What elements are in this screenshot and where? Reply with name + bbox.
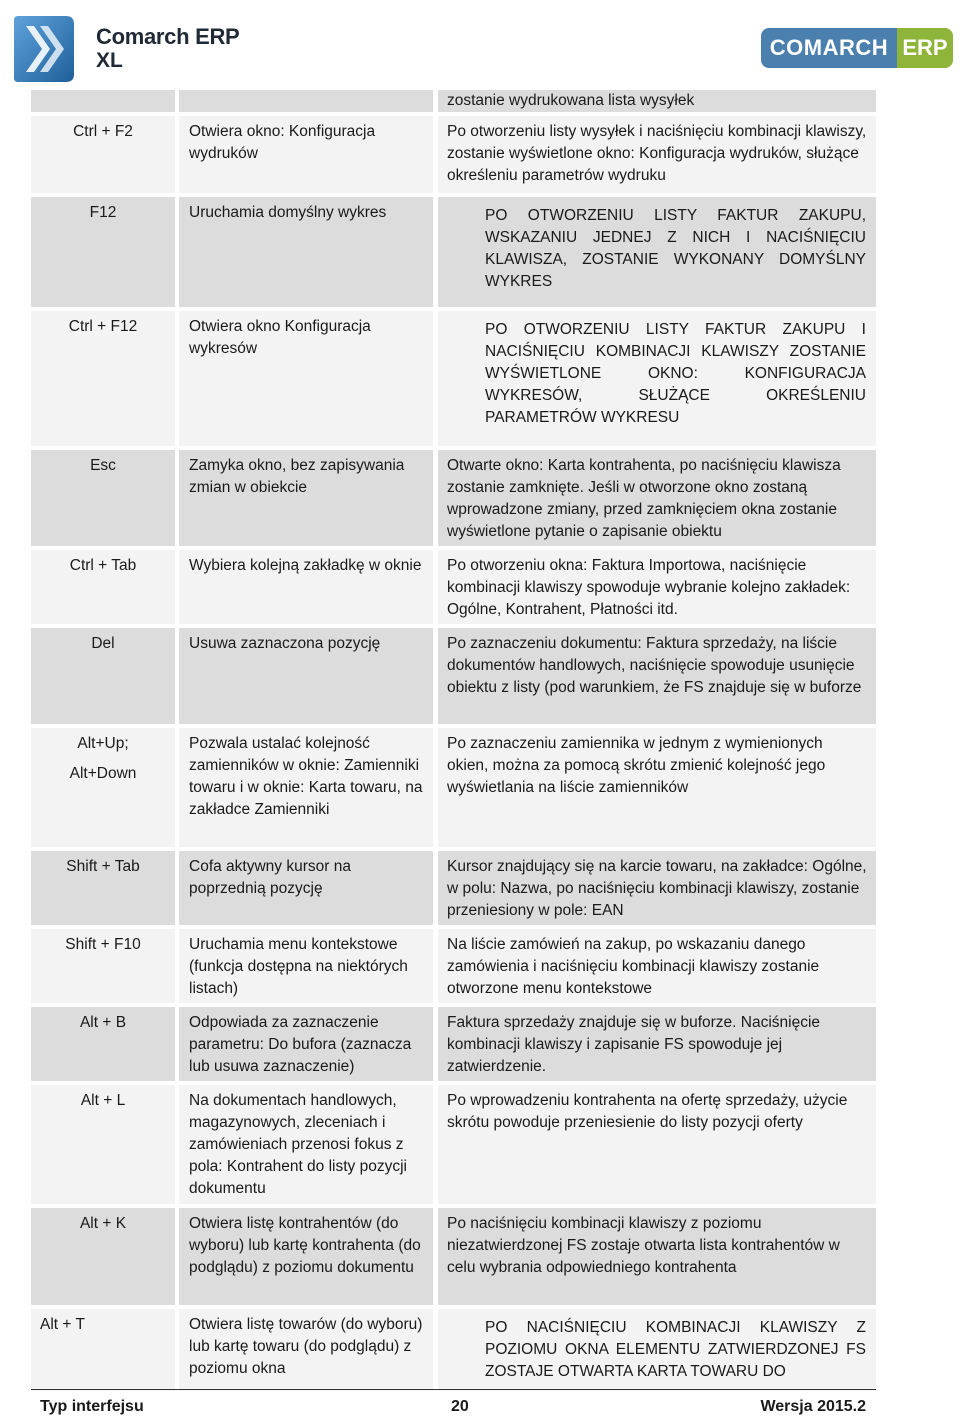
comarch-chevron-logo-icon <box>8 12 82 86</box>
shortcut-key: Alt + T <box>31 1309 175 1391</box>
table-row <box>31 550 876 624</box>
shortcut-action: Otwiera okno: Konfiguracja wydruków <box>179 116 433 193</box>
keyboard-shortcuts-table <box>31 90 876 1391</box>
table-row <box>31 1007 876 1081</box>
footer-version: Wersja 2015.2 <box>760 1398 866 1415</box>
table-row <box>31 311 876 446</box>
shortcut-key: Ctrl + Tab <box>31 550 175 624</box>
shortcut-key: Alt + B <box>31 1007 175 1081</box>
shortcut-key: Ctrl + F12 <box>31 311 175 446</box>
shortcut-action: Usuwa zaznaczona pozycję <box>179 628 433 724</box>
shortcut-key: Ctrl + F2 <box>31 116 175 193</box>
shortcut-action: Pozwala ustalać kolejność zamienników w oknie: Zamienniki towaru i w oknie: Karta towaru, na zakładce Zamienniki <box>179 728 433 847</box>
table-row <box>31 728 876 847</box>
shortcut-example: Na liście zamówień na zakup, po wskazaniu danego zamówienia i naciśnięciu kombinacji klawiszy zostanie otworzone menu kontekstowe <box>438 929 876 1003</box>
shortcut-example: PO OTWORZENIU LISTY FAKTUR ZAKUPU, WSKAZANIU JEDNEJ Z NICH I NACIŚNIĘCIU KLAWISZA, ZOSTANIE WYKONANY DOMYŚLNY WYKRES <box>438 197 876 307</box>
shortcut-action: Otwiera okno Konfiguracja wykresów <box>179 311 433 446</box>
shortcut-key <box>31 728 175 847</box>
shortcut-example: Po otworzeniu listy wysyłek i naciśnięciu kombinacji klawiszy, zostanie wyświetlone okno: Konfiguracja wydruków, służące określeniu parametrów wydruku <box>438 116 876 193</box>
table-row <box>31 90 876 112</box>
table-row <box>31 851 876 925</box>
shortcut-key: Shift + Tab <box>31 851 175 925</box>
shortcut-action: Cofa aktywny kursor na poprzednią pozycję <box>179 851 433 925</box>
table-row <box>31 1085 876 1204</box>
shortcut-action: Zamyka okno, bez zapisywania zmian w obiekcie <box>179 450 433 546</box>
shortcut-example: zostanie wydrukowana lista wysyłek <box>438 90 876 112</box>
page-footer <box>40 1398 866 1420</box>
shortcut-example: PO NACIŚNIĘCIU KOMBINACJI KLAWISZY Z POZIOMU OKNA ELEMENTU ZATWIERDZONEJ FS ZOSTAJE OTWARTA KARTA TOWARU DO <box>438 1309 876 1391</box>
shortcut-key-line: Alt+Up; <box>77 735 129 752</box>
table-row <box>31 116 876 193</box>
shortcut-example: Po otworzeniu okna: Faktura Importowa, naciśnięcie kombinacji klawiszy spowoduje wybranie kolejno zakładek: Ogólne, Kontrahent, Płatności itd. <box>438 550 876 624</box>
brand-erp-text: ERP <box>897 28 953 68</box>
shortcut-key: Alt + L <box>31 1085 175 1204</box>
shortcut-action: Odpowiada za zaznaczenie parametru: Do bufora (zaznacza lub usuwa zaznaczenie) <box>179 1007 433 1081</box>
shortcut-action: Na dokumentach handlowych, magazynowych, zleceniach i zamówieniach przenosi fokus z pola: Kontrahent do listy pozycji dokumentu <box>179 1085 433 1204</box>
shortcut-example: Po zaznaczeniu zamiennika w jednym z wymienionych okien, można za pomocą skrótu zmienić kolejność jego wyświetlania na liście zamienników <box>438 728 876 847</box>
shortcut-action: Wybiera kolejną zakładkę w oknie <box>179 550 433 624</box>
footer-section-title: Typ interfejsu <box>40 1398 144 1415</box>
shortcut-key: Shift + F10 <box>31 929 175 1003</box>
table-row <box>31 1309 876 1391</box>
shortcut-example: Po wprowadzeniu kontrahenta na ofertę sprzedaży, użycie skrótu powoduje przeniesienie do listy pozycji oferty <box>438 1085 876 1204</box>
shortcut-example: Kursor znajdujący się na karcie towaru, na zakładce: Ogólne, w polu: Nazwa, po naciśnięciu kombinacji klawiszy, zostanie przeniesiony w pole: EAN <box>438 851 876 925</box>
table-row <box>31 450 876 546</box>
shortcut-key: Esc <box>31 450 175 546</box>
shortcut-action: Otwiera listę towarów (do wyboru) lub kartę towaru (do podglądu) z poziomu okna <box>179 1309 433 1391</box>
table-row <box>31 197 876 307</box>
shortcut-action <box>179 90 433 112</box>
shortcut-action: Otwiera listę kontrahentów (do wyboru) lub kartę kontrahenta (do podglądu) z poziomu dokumentu <box>179 1208 433 1305</box>
shortcut-key <box>31 90 175 112</box>
table-row <box>31 929 876 1003</box>
comarch-erp-brand-logo <box>761 28 953 68</box>
footer-divider <box>31 1389 876 1390</box>
logo-product-edition: XL <box>96 49 123 72</box>
shortcut-example: Faktura sprzedaży znajduje się w buforze. Naciśnięcie kombinacji klawiszy i zapisanie FS spowoduje jej zatwierdzenie. <box>438 1007 876 1081</box>
shortcut-key: F12 <box>31 197 175 307</box>
footer-page-number: 20 <box>451 1398 469 1415</box>
shortcut-action: Uruchamia domyślny wykres <box>179 197 433 307</box>
table-row <box>31 1208 876 1305</box>
comarch-erp-xl-logo <box>8 10 248 88</box>
shortcut-action: Uruchamia menu kontekstowe (funkcja dostępna na niektórych listach) <box>179 929 433 1003</box>
shortcut-example: PO OTWORZENIU LISTY FAKTUR ZAKUPU I NACIŚNIĘCIU KOMBINACJI KLAWISZY ZOSTANIE WYŚWIETLONE OKNO: KONFIGURACJA WYKRESÓW, SŁUŻĄCE OKREŚLENIU PARAMETRÓW WYKRESU <box>438 311 876 446</box>
shortcut-example: Po naciśnięciu kombinacji klawiszy z poziomu niezatwierdzonej FS zostaje otwarta lista kontrahentów w celu wybrania odpowiedniego kontrahenta <box>438 1208 876 1305</box>
shortcut-key: Del <box>31 628 175 724</box>
shortcut-example: Otwarte okno: Karta kontrahenta, po naciśnięciu klawisza zostanie zamknięte. Jeśli w otworzone okno zostaną wprowadzone zmiany, przed zamknięciem okna zostanie wyświetlone pytanie o zapisanie obiektu <box>438 450 876 546</box>
shortcut-example: Po zaznaczeniu dokumentu: Faktura sprzedaży, na liście dokumentów handlowych, naciśnięcie spowoduje usunięcie obiektu z listy (pod warunkiem, że FS znajduje się w buforze <box>438 628 876 724</box>
brand-comarch-text: COMARCH <box>761 28 897 68</box>
logo-product-name: Comarch ERP <box>96 24 240 49</box>
table-row <box>31 628 876 724</box>
shortcut-key: Alt + K <box>31 1208 175 1305</box>
shortcut-key-line: Alt+Down <box>69 765 137 782</box>
